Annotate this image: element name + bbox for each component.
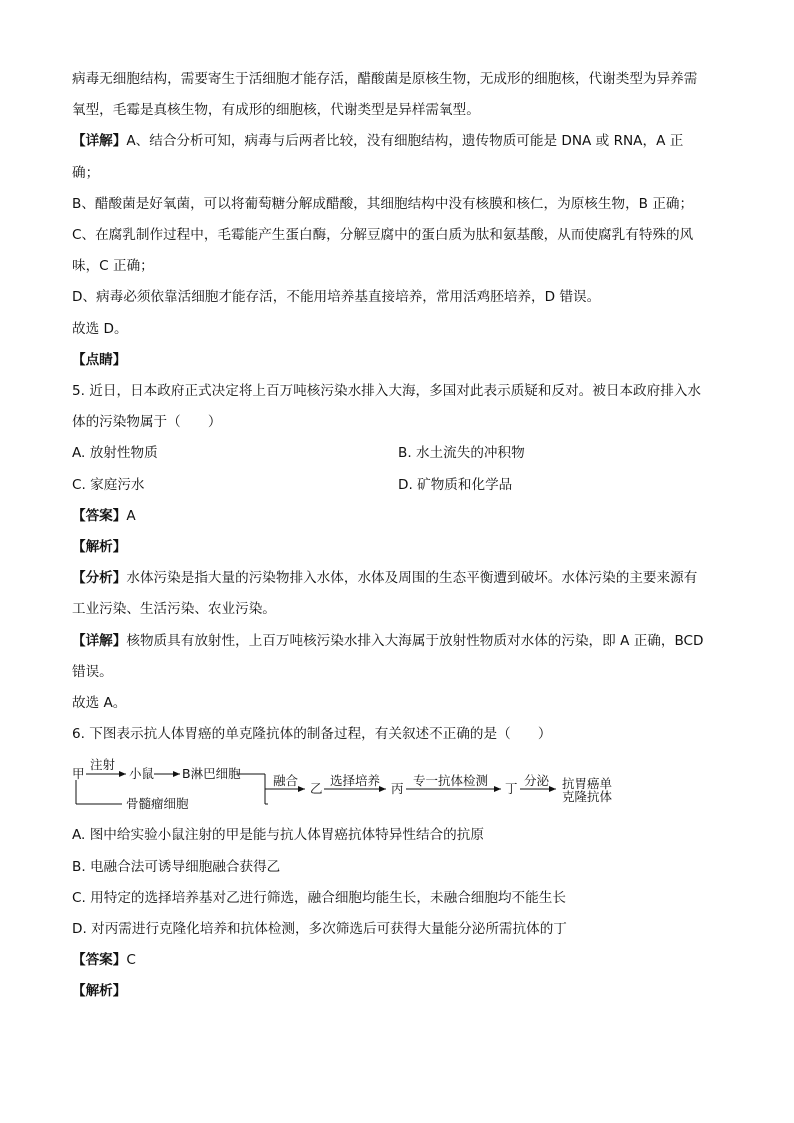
q4-detail-c-line-1: C、在腐乳制作过程中，毛霉能产生蛋白酶，分解豆腐中的蛋白质为肽和氨基酸，从而使腐乳有特殊的风 <box>72 227 694 244</box>
q6-answer <box>72 945 726 976</box>
label-fuse: 融合 <box>273 773 299 789</box>
q5-stem-line-2: 体的污染物属于（ ） <box>72 414 222 431</box>
document-page <box>72 64 726 1008</box>
answer-tag: 【答案】 <box>72 952 127 969</box>
q5-fenxi-line-1 <box>72 563 726 594</box>
q4-choose: 故选 D。 <box>72 320 128 337</box>
q6-analysis-tag: 【解析】 <box>72 983 127 1000</box>
q4-detail-a-line-1 <box>72 126 726 157</box>
label-mouse: 小鼠 <box>129 766 155 782</box>
answer-value: C <box>126 952 136 969</box>
label-jia: 甲 <box>72 766 85 782</box>
label-product-line-2: 克隆抗体 <box>562 789 613 805</box>
label-bcell: B淋巴细胞 <box>182 766 241 782</box>
q6-option-a: A. 图中给实验小鼠注射的甲是能与抗人体胃癌抗体特异性结合的抗原 <box>72 827 484 844</box>
label-select: 选择培养 <box>330 773 381 789</box>
q5-options-row-2 <box>72 470 726 501</box>
answer-value: A <box>126 507 136 524</box>
q5-option-d: D. 矿物质和化学品 <box>398 476 513 493</box>
fenxi-text: 水体污染是指大量的污染物排入水体，水体及周围的生态平衡遭到破坏。水体污染的主要来源有 <box>126 570 698 587</box>
label-bing: 丙 <box>391 781 404 797</box>
label-inject: 注射 <box>90 757 116 773</box>
q5-answer <box>72 501 726 532</box>
label-secrete: 分泌 <box>524 773 550 789</box>
answer-tag: 【答案】 <box>72 507 127 524</box>
q5-stem-line-1: 5. 近日，日本政府正式决定将上百万吨核污染水排入大海，多国对此表示质疑和反对。被日本政府排入水 <box>72 383 702 400</box>
label-yi: 乙 <box>310 781 323 797</box>
label-detect: 专一抗体检测 <box>413 773 489 789</box>
q5-analysis-tag: 【解析】 <box>72 539 127 556</box>
antibody-process-diagram <box>72 756 726 816</box>
label-ding: 丁 <box>505 781 518 797</box>
q6-option-d: D. 对丙需进行克隆化培养和抗体检测，多次筛选后可获得大量能分泌所需抗体的丁 <box>72 921 567 938</box>
detail-text: 核物质具有放射性，上百万吨核污染水排入大海属于放射性物质对水体的污染，即 A 正确，BCD <box>126 632 704 649</box>
fenxi-tag: 【分析】 <box>72 570 127 587</box>
q5-options-row-1 <box>72 438 726 469</box>
detail-tag: 【详解】 <box>72 632 127 649</box>
q5-option-b: B. 水土流失的冲积物 <box>398 445 525 462</box>
q6-option-b: B. 电融合法可诱导细胞融合获得乙 <box>72 858 281 875</box>
q6-option-c: C. 用特定的选择培养基对乙进行筛选，融合细胞均能生长，未融合细胞均不能生长 <box>72 889 566 906</box>
q4-detail-c-line-2: 味，C 正确； <box>72 258 154 275</box>
intro-line-2: 氧型，毛霉是真核生物，有成形的细胞核，代谢类型是异样需氧型。 <box>72 102 480 119</box>
label-product-line-1: 抗胃癌单 <box>562 776 613 792</box>
q6-stem: 6. 下图表示抗人体胃癌的单克隆抗体的制备过程，有关叙述不正确的是（ ） <box>72 726 552 743</box>
q5-detail-line-2: 错误。 <box>72 663 113 680</box>
intro-line-1: 病毒无细胞结构，需要寄生于活细胞才能存活，醋酸菌是原核生物，无成形的细胞核，代谢类型为异养需 <box>72 71 698 87</box>
q5-choose: 故选 A。 <box>72 695 127 712</box>
q5-detail-line-1 <box>72 626 726 657</box>
q4-detail-b: B、醋酸菌是好氧菌，可以将葡萄糖分解成醋酸，其细胞结构中没有核膜和核仁，为原核生物，B 正确； <box>72 195 694 212</box>
label-myeloma: 骨髓瘤细胞 <box>126 796 189 812</box>
q5-option-c: C. 家庭污水 <box>72 476 145 493</box>
q4-detail-a-line-2: 确； <box>72 164 100 181</box>
q5-option-a: A. 放射性物质 <box>72 445 158 462</box>
detail-text: A、结合分析可知，病毒与后两者比较，没有细胞结构，遗传物质可能是 DNA 或 RNA，A 正 <box>126 133 684 150</box>
q4-comment-tag: 【点睛】 <box>72 351 127 368</box>
q5-fenxi-line-2: 工业污染、生活污染、农业污染。 <box>72 601 276 618</box>
detail-tag: 【详解】 <box>72 133 127 150</box>
q4-detail-d: D、病毒必须依靠活细胞才能存活，不能用培养基直接培养，常用活鸡胚培养，D 错误。 <box>72 289 601 306</box>
